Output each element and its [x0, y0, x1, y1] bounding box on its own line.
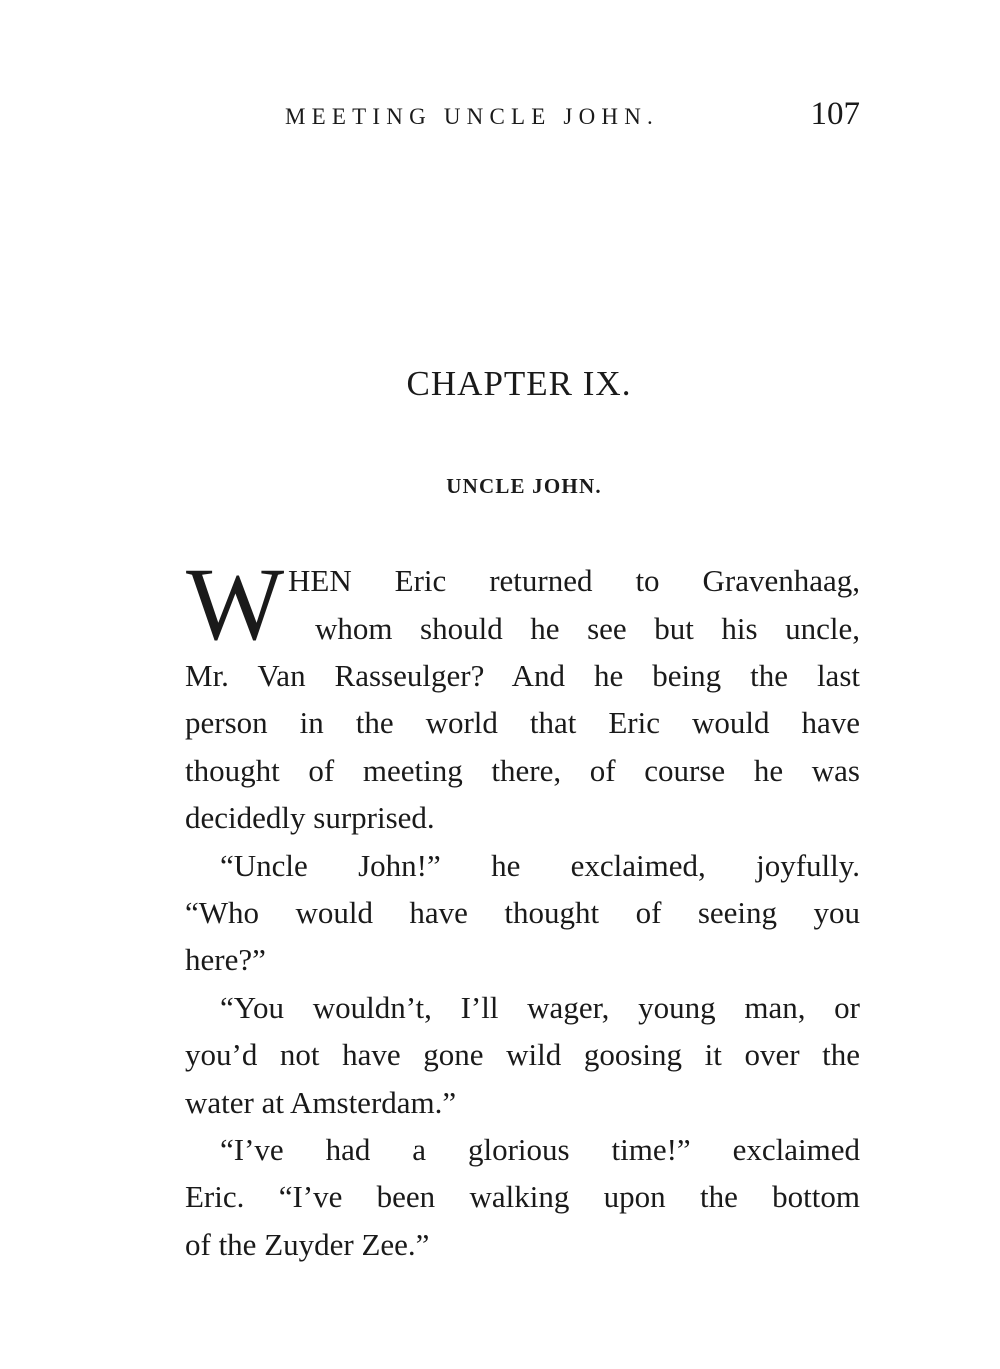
chapter-subtitle: UNCLE JOHN. — [446, 474, 602, 498]
text-line: water at Amsterdam.” — [185, 1085, 457, 1120]
text-line: decidedly surprised. — [185, 800, 435, 835]
running-header — [285, 96, 860, 136]
text-line: you’d not have gone wild goosing it over the — [185, 1037, 860, 1072]
text-line: of the Zuyder Zee.” — [185, 1227, 430, 1262]
text-line: “Uncle John!” he exclaimed, joyfully. — [220, 848, 860, 883]
text-line: HEN Eric returned to Gravenhaag, — [288, 563, 860, 598]
text-line: Eric. “I’ve been walking upon the bottom — [185, 1179, 860, 1214]
text-line: whom should he see but his uncle, — [315, 611, 860, 646]
page-number: 107 — [810, 96, 860, 132]
text-line: “You wouldn’t, I’ll wager, young man, or — [220, 990, 860, 1025]
text-line: “Who would have thought of seeing you — [185, 895, 860, 930]
text-line: thought of meeting there, of course he was — [185, 753, 860, 788]
text-line: “I’ve had a glorious time!” exclaimed — [220, 1132, 860, 1167]
running-title: MEETING UNCLE JOHN. — [285, 104, 659, 129]
text-line: here?” — [185, 942, 266, 977]
text-line: Mr. Van Rasseulger? And he being the last — [185, 658, 860, 693]
text-line: person in the world that Eric would have — [185, 705, 860, 740]
chapter-title: CHAPTER IX. — [406, 364, 632, 403]
drop-cap: W — [186, 547, 285, 662]
